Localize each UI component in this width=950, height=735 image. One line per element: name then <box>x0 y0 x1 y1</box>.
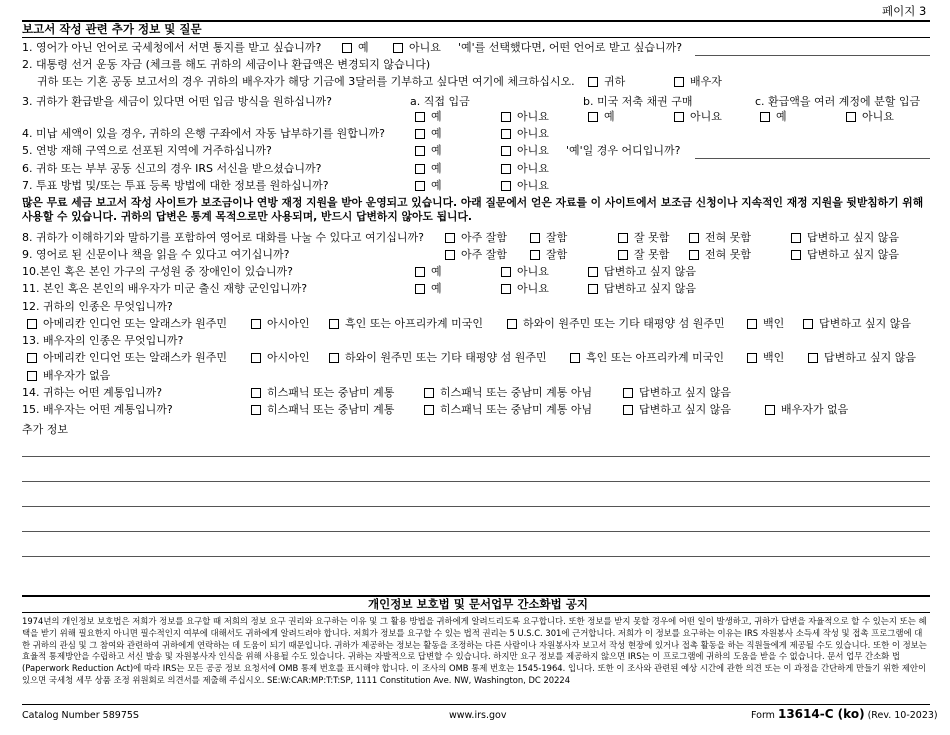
q15-no-spouse-checkbox[interactable] <box>765 405 775 415</box>
q12-asian-checkbox[interactable] <box>251 319 261 329</box>
q10-prefer-not-label: 답변하고 싶지 않음 <box>604 265 697 278</box>
q3c-no-label: 아니요 <box>862 110 894 123</box>
q15-hispanic-checkbox[interactable] <box>251 405 261 415</box>
q13-aian-label: 아메리칸 인디언 또는 알래스카 원주민 <box>43 351 228 364</box>
q2-you-checkbox[interactable] <box>588 77 598 87</box>
form-prefix: Form <box>751 710 775 721</box>
q14-prefer-not-label: 답변하고 싶지 않음 <box>639 386 732 399</box>
q12-prefer-not-checkbox[interactable] <box>803 319 813 329</box>
q12-black-label: 흑인 또는 아프리카계 미국인 <box>345 317 484 330</box>
q15-no-spouse-label: 배우자가 없음 <box>781 403 849 416</box>
q13-prefer-not-checkbox[interactable] <box>808 353 818 363</box>
privacy-title-rule <box>22 612 930 613</box>
additional-info-line-1[interactable] <box>22 456 930 457</box>
q14-hispanic-label: 히스패닉 또는 중남미 계통 <box>267 386 395 399</box>
q1-yes-label: 예 <box>358 41 369 54</box>
q15-hispanic-label: 히스패닉 또는 중남미 계통 <box>267 403 395 416</box>
q5-yes-label: 예 <box>431 144 442 157</box>
q8-very-well-label: 아주 잘함 <box>461 231 508 244</box>
q11-text: 11. 본인 혹은 본인의 배우자가 미군 출신 재향 군인입니까? <box>22 282 308 295</box>
q3-option-c: c. 환급액을 여러 계정에 분할 입금 <box>755 95 921 108</box>
q10-prefer-not-checkbox[interactable] <box>588 267 598 277</box>
form-number: 13614-C (ko) <box>777 707 865 721</box>
q11-prefer-not-checkbox[interactable] <box>588 284 598 294</box>
q12-asian-label: 아시아인 <box>267 317 310 330</box>
privacy-title: 개인정보 보호법 및 문서업무 간소화법 공지 <box>368 597 588 611</box>
q7-text: 7. 투표 방법 및/또는 투표 등록 방법에 대한 정보를 원하십니까? <box>22 179 329 192</box>
q15-not-hispanic-checkbox[interactable] <box>424 405 434 415</box>
q3a-no-checkbox[interactable] <box>501 112 511 122</box>
q3b-no-label: 아니요 <box>690 110 722 123</box>
q11-yes-label: 예 <box>431 282 442 295</box>
q3b-yes-checkbox[interactable] <box>588 112 598 122</box>
q9-not-well-checkbox[interactable] <box>618 250 628 260</box>
q11-yes-checkbox[interactable] <box>415 284 425 294</box>
q6-yes-label: 예 <box>431 162 442 175</box>
q12-nhpi-label: 하와이 원주민 또는 기타 태평양 섬 원주민 <box>523 317 725 330</box>
q2-text: 2. 대통령 선거 운동 자금 (체크를 해도 귀하의 세금이나 환급액은 변경되지 않습니다) <box>22 58 431 71</box>
form-revision: (Rev. 10-2023) <box>867 710 938 721</box>
q6-text: 6. 귀하 또는 부부 공동 신고의 경우 IRS 서신을 받으셨습니까? <box>22 162 322 175</box>
page-label: 페이지 3 <box>882 4 927 18</box>
q12-nhpi-checkbox[interactable] <box>507 319 517 329</box>
q12-white-checkbox[interactable] <box>747 319 757 329</box>
q10-no-checkbox[interactable] <box>501 267 511 277</box>
q9-text: 9. 영어로 된 신문이나 책을 읽을 수 있다고 여기십니까? <box>22 248 290 261</box>
q3-option-b: b. 미국 저축 채권 구매 <box>583 95 693 108</box>
q3c-yes-label: 예 <box>776 110 787 123</box>
q11-no-label: 아니요 <box>517 282 549 295</box>
q12-prefer-not-label: 답변하고 싶지 않음 <box>819 317 912 330</box>
q9-very-well-checkbox[interactable] <box>445 250 455 260</box>
q13-aian-checkbox[interactable] <box>27 353 37 363</box>
q10-yes-label: 예 <box>431 265 442 278</box>
q9-not-at-all-checkbox[interactable] <box>689 250 699 260</box>
q3c-yes-checkbox[interactable] <box>760 112 770 122</box>
q13-prefer-not-label: 답변하고 싶지 않음 <box>824 351 917 364</box>
q5-no-label: 아니요 <box>517 144 549 157</box>
statistics-notice: 많은 무료 세금 보고서 작성 사이트가 보조금이나 연방 재정 지원을 받아 운영되고 있습니다. 아래 질문에서 얻은 자료를 이 사이트에서 보조금 신청이나 지속적인 재정 지원을 뒷받침하기 위해 사용할 수 있습니다. 귀하의 답변은 통계 목적으로만 사용되며, 반드시 답변하지 않아도 됩니다. <box>22 196 924 223</box>
q14-not-hispanic-label: 히스패닉 또는 중남미 계통 아님 <box>440 386 593 399</box>
q7-yes-checkbox[interactable] <box>415 181 425 191</box>
q12-aian-checkbox[interactable] <box>27 319 37 329</box>
q1-yes-checkbox[interactable] <box>342 43 352 53</box>
q8-prefer-not-checkbox[interactable] <box>791 233 801 243</box>
q8-text: 8. 귀하가 이해하기와 말하기를 포함하여 영어로 대화를 나눌 수 있다고 여기십니까? <box>22 231 424 244</box>
q14-not-hispanic-checkbox[interactable] <box>424 388 434 398</box>
q8-very-well-checkbox[interactable] <box>445 233 455 243</box>
q3a-yes-checkbox[interactable] <box>415 112 425 122</box>
q13-no-spouse-label: 배우자가 없음 <box>43 369 111 382</box>
q11-prefer-not-label: 답변하고 싶지 않음 <box>604 282 697 295</box>
q9-well-checkbox[interactable] <box>530 250 540 260</box>
q15-prefer-not-checkbox[interactable] <box>623 405 633 415</box>
q3-text: 3. 귀하가 환급받을 세금이 있다면 어떤 입금 방식을 원하십니까? <box>22 95 332 108</box>
q13-white-checkbox[interactable] <box>747 353 757 363</box>
q8-not-at-all-checkbox[interactable] <box>689 233 699 243</box>
q1-no-label: 아니요 <box>409 41 441 54</box>
additional-info-line-5[interactable] <box>22 556 930 557</box>
q3a-no-label: 아니요 <box>517 110 549 123</box>
q3c-no-checkbox[interactable] <box>846 112 856 122</box>
q8-well-label: 잘함 <box>546 231 568 244</box>
q15-prefer-not-label: 답변하고 싶지 않음 <box>639 403 732 416</box>
q13-black-checkbox[interactable] <box>570 353 580 363</box>
q4-yes-label: 예 <box>431 127 442 140</box>
q4-text: 4. 미납 세액이 있을 경우, 귀하의 은행 구좌에서 자동 납부하기를 원합니까? <box>22 127 385 140</box>
q9-prefer-not-checkbox[interactable] <box>791 250 801 260</box>
q5-followup: '예'일 경우 어디입니까? <box>566 144 681 157</box>
q13-nhpi-checkbox[interactable] <box>329 353 339 363</box>
q8-well-checkbox[interactable] <box>530 233 540 243</box>
q7-no-checkbox[interactable] <box>501 181 511 191</box>
q7-no-label: 아니요 <box>517 179 549 192</box>
catalog-number: Catalog Number 58975S <box>22 710 139 721</box>
q5-text: 5. 연방 재해 구역으로 선포된 지역에 거주하십니까? <box>22 144 272 157</box>
q2-you-label: 귀하 <box>604 75 626 88</box>
q10-text: 10.본인 혹은 본인 가구의 구성원 중 장애인이 있습니까? <box>22 265 293 278</box>
q15-not-hispanic-label: 히스패닉 또는 중남미 계통 아님 <box>440 403 593 416</box>
q12-text: 12. 귀하의 인종은 무엇입니까? <box>22 300 173 313</box>
q3b-no-checkbox[interactable] <box>674 112 684 122</box>
q1-text: 1. 영어가 아닌 언어로 국세청에서 서면 통지를 받고 싶습니까? <box>22 41 322 54</box>
additional-info-line-3[interactable] <box>22 506 930 507</box>
q7-yes-label: 예 <box>431 179 442 192</box>
q3b-yes-label: 예 <box>604 110 615 123</box>
additional-info-line-2[interactable] <box>22 481 930 482</box>
q2-spouse-label: 배우자 <box>690 75 722 88</box>
q11-no-checkbox[interactable] <box>501 284 511 294</box>
q10-yes-checkbox[interactable] <box>415 267 425 277</box>
q4-no-checkbox[interactable] <box>501 129 511 139</box>
q13-black-label: 흑인 또는 아프리카계 미국인 <box>586 351 725 364</box>
q9-not-at-all-label: 전혀 못함 <box>705 248 752 261</box>
q1-followup: '예'를 선택했다면, 어떤 언어로 받고 싶습니까? <box>458 41 683 54</box>
q12-black-checkbox[interactable] <box>329 319 339 329</box>
form-identifier <box>751 707 938 721</box>
q6-yes-checkbox[interactable] <box>415 164 425 174</box>
section-title: 보고서 작성 관련 추가 정보 및 질문 <box>22 22 202 36</box>
q8-prefer-not-label: 답변하고 싶지 않음 <box>807 231 900 244</box>
q9-prefer-not-label: 답변하고 싶지 않음 <box>807 248 900 261</box>
footer-rule <box>22 704 930 705</box>
q13-text: 13. 배우자의 인종은 무엇입니까? <box>22 334 184 347</box>
additional-info-line-4[interactable] <box>22 531 930 532</box>
q2-subtext: 귀하 또는 기혼 공동 보고서의 경우 귀하의 배우자가 해당 기금에 3달러를 기부하고 싶다면 여기에 체크하십시오. <box>37 75 575 88</box>
q12-white-label: 백인 <box>763 317 785 330</box>
q14-prefer-not-checkbox[interactable] <box>623 388 633 398</box>
q1-no-checkbox[interactable] <box>393 43 403 53</box>
q8-not-well-label: 잘 못함 <box>634 231 670 244</box>
q6-no-checkbox[interactable] <box>501 164 511 174</box>
q13-asian-checkbox[interactable] <box>251 353 261 363</box>
q5-yes-checkbox[interactable] <box>415 146 425 156</box>
q8-not-at-all-label: 전혀 못함 <box>705 231 752 244</box>
q13-asian-label: 아시아인 <box>267 351 310 364</box>
q9-not-well-label: 잘 못함 <box>634 248 670 261</box>
q13-white-label: 백인 <box>763 351 785 364</box>
q13-no-spouse-checkbox[interactable] <box>27 371 37 381</box>
q8-not-well-checkbox[interactable] <box>618 233 628 243</box>
additional-info-label: 추가 정보 <box>22 423 69 436</box>
q2-spouse-checkbox[interactable] <box>674 77 684 87</box>
q6-no-label: 아니요 <box>517 162 549 175</box>
section-title-rule <box>22 37 930 38</box>
q15-text: 15. 배우자는 어떤 계통입니까? <box>22 403 173 416</box>
q13-nhpi-label: 하와이 원주민 또는 기타 태평양 섬 원주민 <box>345 351 547 364</box>
website-link[interactable]: www.irs.gov <box>449 710 507 721</box>
q3-option-a: a. 직접 입금 <box>410 95 470 108</box>
q5-location-field[interactable] <box>695 158 930 159</box>
q4-yes-checkbox[interactable] <box>415 129 425 139</box>
q5-no-checkbox[interactable] <box>501 146 511 156</box>
q12-aian-label: 아메리칸 인디언 또는 알래스카 원주민 <box>43 317 228 330</box>
q4-no-label: 아니요 <box>517 127 549 140</box>
q9-well-label: 잘함 <box>546 248 568 261</box>
q14-hispanic-checkbox[interactable] <box>251 388 261 398</box>
q14-text: 14. 귀하는 어떤 계통입니까? <box>22 386 163 399</box>
q1-language-field[interactable] <box>695 55 930 56</box>
q3a-yes-label: 예 <box>431 110 442 123</box>
q9-very-well-label: 아주 잘함 <box>461 248 508 261</box>
privacy-text: 1974년의 개인정보 보호법은 저희가 정보를 요구할 때 저희의 정보 요구 권리와 요구하는 이유 및 그 활용 방법을 귀하에게 알려드리도록 요구합니다. 또한 정보를 받지 못할 경우에 어떤 일이 발생하고, 귀하가 답변을 자율적으로 할 수 있는지 또는 혜택을 받기 위해 필요한지 아니면 필수적인지 여부에 대해서도 귀하에게 알려드려야 합니다. 저희가 정보를 요구할 수 있는 법적 권리는 5 U.S.C. 301에 근거합니다. 저희가 이 정보를 요구하는 이유는 IRS 자원봉사 소득세 작성 및 접촉 프로그램에 대한 귀하의 관심 및 그 참여와 관련하여 귀하에게 연락하는 데 도움이 되기 때문입니다. 귀하가 제공하는 정보는 활동을 조정하는 다른 사람이나 자원봉사자 보고서 작성 현장에 있거나 접촉 활동을 하는 직원들에게 제공될 수도 있습니다. 또한 이 정보는 효율적 통제방안을 수립하고 서신 발송 및 자원봉사자 인식을 위해 사용될 수도 있습니다. 귀하는 자발적으로 답변할 수 있습니다. 하지만 요구 정보를 제공하지 않으면 IRS는 이 프로그램에 귀하의 도움을 받을 수 없습니다. 문서 업무 간소화 법(Paperwork Reduction Act)에 따라 IRS는 모든 공공 정보 요청서에 OMB 통제 번호를 표시해야 합니다. 이 조사의 OMB 통제 번호는 1545-1964. 입니다. 또한 이 조사와 관련된 예상 시간에 관한 의견 또는 이 과정을 간단하게 만들기 위한 제안이 있으면 국세청 세무 상품 조정 위원회로 의견서를 제출해 주십시오. SE:W:CAR:MP:T:T:SP, 1111 Constitution Ave. NW, Washington, DC 20224 <box>22 616 927 685</box>
q10-no-label: 아니요 <box>517 265 549 278</box>
